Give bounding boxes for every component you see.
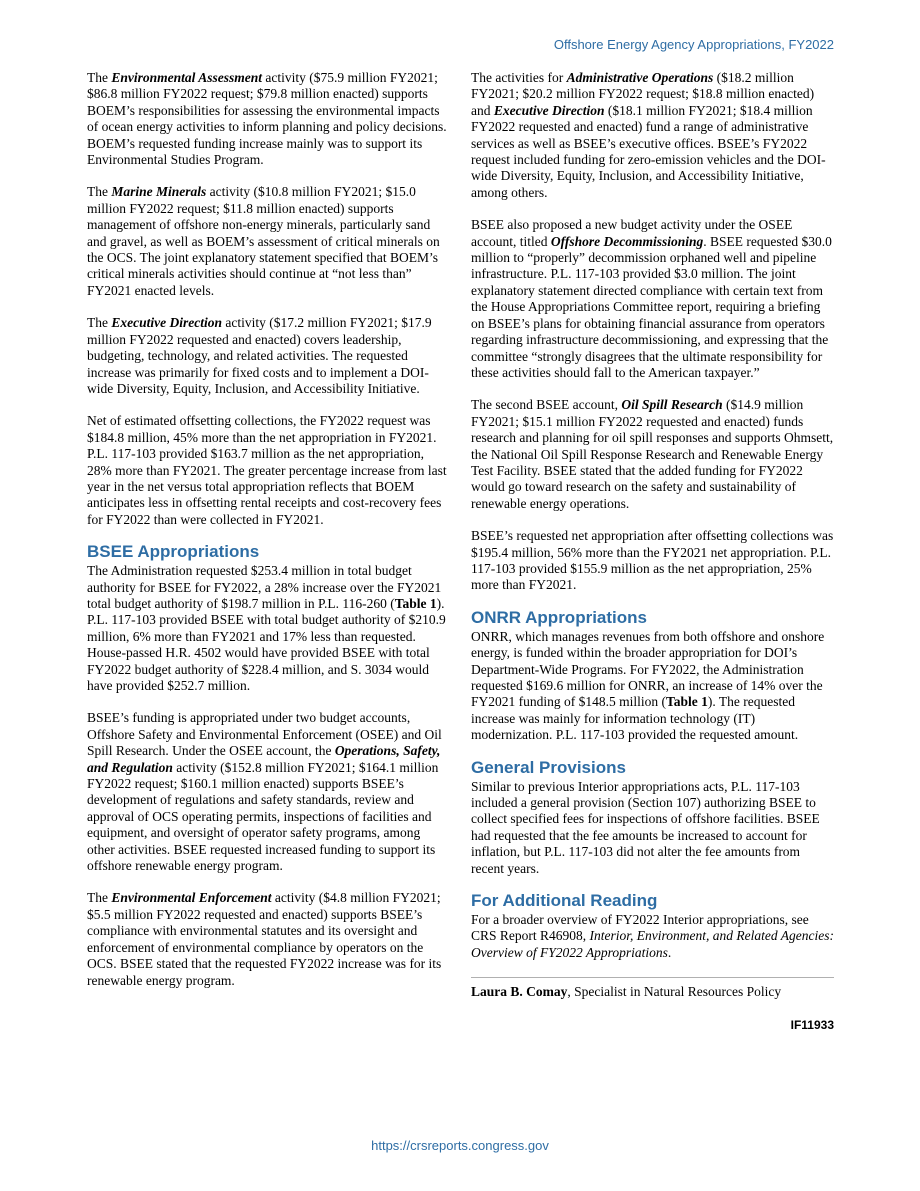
term-administrative-operations: Administrative Operations xyxy=(566,70,714,85)
text: ($18.1 million FY2021; $18.4 million FY2022 requested and enacted) fund a range of administrative services as well as BSEE’s executive offices. BSEE’s FY2022 request included funding for zero-emission vehicles and the DOI-wide Diversity, Equity, Inclusion, and Accessibility Initiative, among others. xyxy=(471,102,826,200)
text: activity ($10.8 million FY2021; $15.0 million FY2022 request; $11.8 million enacted) supports management of offshore non-energy minerals, particularly sand and gravel, as well as BOEM’s assessment of critical minerals on the OCS. The joint explanatory statement specified that BOEM’s critical minerals activities should continue at “not less than” FY2021 enacted levels. xyxy=(87,184,440,298)
divider xyxy=(471,977,834,978)
paragraph-administrative-operations xyxy=(471,70,834,201)
author-name: Laura B. Comay xyxy=(471,984,568,1000)
report-title: Interior, Environment, and Related Agencies: Overview of FY2022 Appropriations xyxy=(471,928,834,960)
report-id: IF11933 xyxy=(790,1017,834,1032)
text: The xyxy=(87,315,112,331)
heading-additional-reading: For Additional Reading xyxy=(471,891,658,911)
right-column xyxy=(471,70,834,1033)
text: . xyxy=(667,944,672,960)
term-operations-safety-regulation: Operations, Safety, and Regulation xyxy=(87,743,441,775)
table-reference: Table 1 xyxy=(394,595,437,611)
term-oil-spill-research: Oil Spill Research xyxy=(621,397,723,413)
text: ($14.9 million FY2021; $15.1 million FY2022 requested and enacted) funds research and planning for oil spill responses and supports Ohmsett, the National Oil Spill Response Research and Renewable Energy Test Facility. BSEE stated that the added funding for FY2022 would go toward research on the safety and sustainability of renewable energy operations. xyxy=(471,397,834,511)
table-reference: Table 1 xyxy=(666,694,708,710)
paragraph-net-collections: Net of estimated offsetting collections, the FY2022 request was $184.8 million, 45% more than the net appropriation in FY2021. P.L. 117-103 provided $163.7 million as the net appropriation, 28% more than FY2021. The greater percentage increase from last year in the net versus total appropriation reflects that BOEM anticipates less in offsetting rental receipts and cost-recovery fees for FY2022 than were collected in FY2021. xyxy=(87,413,447,527)
paragraph-bsee-accounts xyxy=(87,710,450,874)
text: activity ($17.2 million FY2021; $17.9 million FY2022 requested and enacted) covers leadership, budgeting, technology, and related activities. The requested increase was primarily for fixed costs and to implement a DOI-wide Diversity, Equity, Inclusion, and Accessibility Initiative. xyxy=(87,315,432,396)
heading-bsee-appropriations: BSEE Appropriations xyxy=(87,542,260,562)
paragraph-marine-minerals xyxy=(87,184,450,299)
term-executive-direction: Executive Direction xyxy=(111,315,222,331)
text: ). P.L. 117-103 provided BSEE with total budget authority of $210.9 million, 6% more than FY2021 and 17% less than requested. House-passed H.R. 4502 would have provided BSEE with total FY2022 budget authority of $228.4 million, and S. 3034 would have provided $252.7 million. xyxy=(87,595,446,693)
text: The xyxy=(87,890,112,906)
paragraph-oil-spill-research xyxy=(471,397,834,512)
author-title: , Specialist in Natural Resources Policy xyxy=(567,984,782,1000)
text: activity ($152.8 million FY2021; $164.1 million FY2022 request; $160.1 million enacted) supports BSEE’s development of regulations and safety standards, review and approval of OCS operating permits, inspections of facilities and equipment, and oversight of operator safety programs, among other activities. BSEE requested increased funding to support its offshore renewable energy program. xyxy=(87,759,439,874)
text: For a broader overview of FY2022 Interior appropriations, see CRS Report R46908, xyxy=(471,912,809,944)
text: The xyxy=(87,70,112,85)
paragraph-environmental-assessment xyxy=(87,70,450,168)
term-executive-direction: Executive Direction xyxy=(493,102,605,118)
text: The Administration requested $253.4 million in total budget authority for BSEE for FY2022, a 28% increase over the FY2021 total budget authority of $198.7 million in P.L. 116-260 ( xyxy=(87,563,442,611)
text: BSEE’s funding is appropriated under two budget accounts, Offshore Safety and Environmental Enforcement (OSEE) and Oil Spill Research. Under the OSEE account, the xyxy=(87,710,442,759)
text: activity ($75.9 million FY2021; $86.8 million FY2022 request; $79.8 million enacted) supports BOEM’s responsibilities for assessing the environmental impacts of ocean energy activities to inform planning and policy decisions. BOEM’s requested funding increase mainly was to support its Environmental Studies Program. xyxy=(87,70,447,168)
left-column xyxy=(87,70,450,1005)
paragraph-additional-reading xyxy=(471,912,834,961)
running-header: Offshore Energy Agency Appropriations, FY2022 xyxy=(553,37,834,52)
text: ). The requested increase was mainly for information technology (IT) modernization. P.L. 117-103 provided the requested amount. xyxy=(471,694,799,743)
paragraph-executive-direction xyxy=(87,315,450,397)
text: The activities for xyxy=(471,70,567,85)
term-environmental-enforcement: Environmental Enforcement xyxy=(111,890,272,906)
paragraph-onrr xyxy=(471,629,834,744)
text: BSEE also proposed a new budget activity under the OSEE account, titled xyxy=(471,217,793,249)
text: activity ($4.8 million FY2021; $5.5 million FY2022 requested and enacted) supports BSEE’s compliance with environmental statutes and its oversight and enforcement of environmental compliance by operators on the OCS. BSEE stated that the requested FY2022 increase was for its renewable energy program. xyxy=(87,890,442,988)
heading-onrr-appropriations: ONRR Appropriations xyxy=(471,607,647,627)
paragraph-bsee-request xyxy=(87,563,450,694)
paragraph-general-provisions: Similar to previous Interior appropriations acts, P.L. 117-103 included a general provision (Section 107) authorizing BSEE to collect specified fees for inspections of offshore facilities. BSEE had requested that the fee amounts be increased to account for inflation, but P.L. 117-103 did not alter the fee amounts from recent years. xyxy=(471,778,820,876)
heading-general-provisions: General Provisions xyxy=(471,757,626,777)
footer-link[interactable]: https://crsreports.congress.gov xyxy=(371,1138,549,1153)
term-marine-minerals: Marine Minerals xyxy=(111,184,207,200)
text: ONRR, which manages revenues from both offshore and onshore energy, is funded within the broader appropriation for DOI’s Department-Wide Programs. For FY2022, the Administration requested $169.6 million for ONRR, an increase of 14% over the FY2021 funding of $148.5 million ( xyxy=(471,628,825,710)
text: . BSEE requested $30.0 million to “properly” decommission orphaned well and pipeline infrastructure. P.L. 117-103 provided $3.0 million. The joint explanatory statement directed compliance with certain text from the House Appropriations Committee report, requiring a briefing on BSEE’s plans for obtaining financial assurance from operators regarding infrastructure decommissioning, and expressing that the committee “strongly disagrees that the ultimate responsibility for these activities should fall to the American taxpayer.” xyxy=(471,233,832,380)
term-environmental-assessment: Environmental Assessment xyxy=(111,70,263,85)
text: The xyxy=(87,184,112,200)
paragraph-offshore-decommissioning xyxy=(471,217,834,381)
paragraph-bsee-net-appropriation: BSEE’s requested net appropriation after offsetting collections was $195.4 million, 56% more than the FY2021 net appropriation. P.L. 117-103 provided $155.9 million as the net appropriation, 25% more than FY2021. xyxy=(471,528,834,593)
text: ($18.2 million FY2021; $20.2 million FY2022 request; $18.8 million enacted) and xyxy=(471,70,815,118)
text: The second BSEE account, xyxy=(471,397,622,413)
paragraph-environmental-enforcement xyxy=(87,890,450,988)
author-line xyxy=(471,984,834,1000)
term-offshore-decommissioning: Offshore Decommissioning xyxy=(550,233,704,249)
